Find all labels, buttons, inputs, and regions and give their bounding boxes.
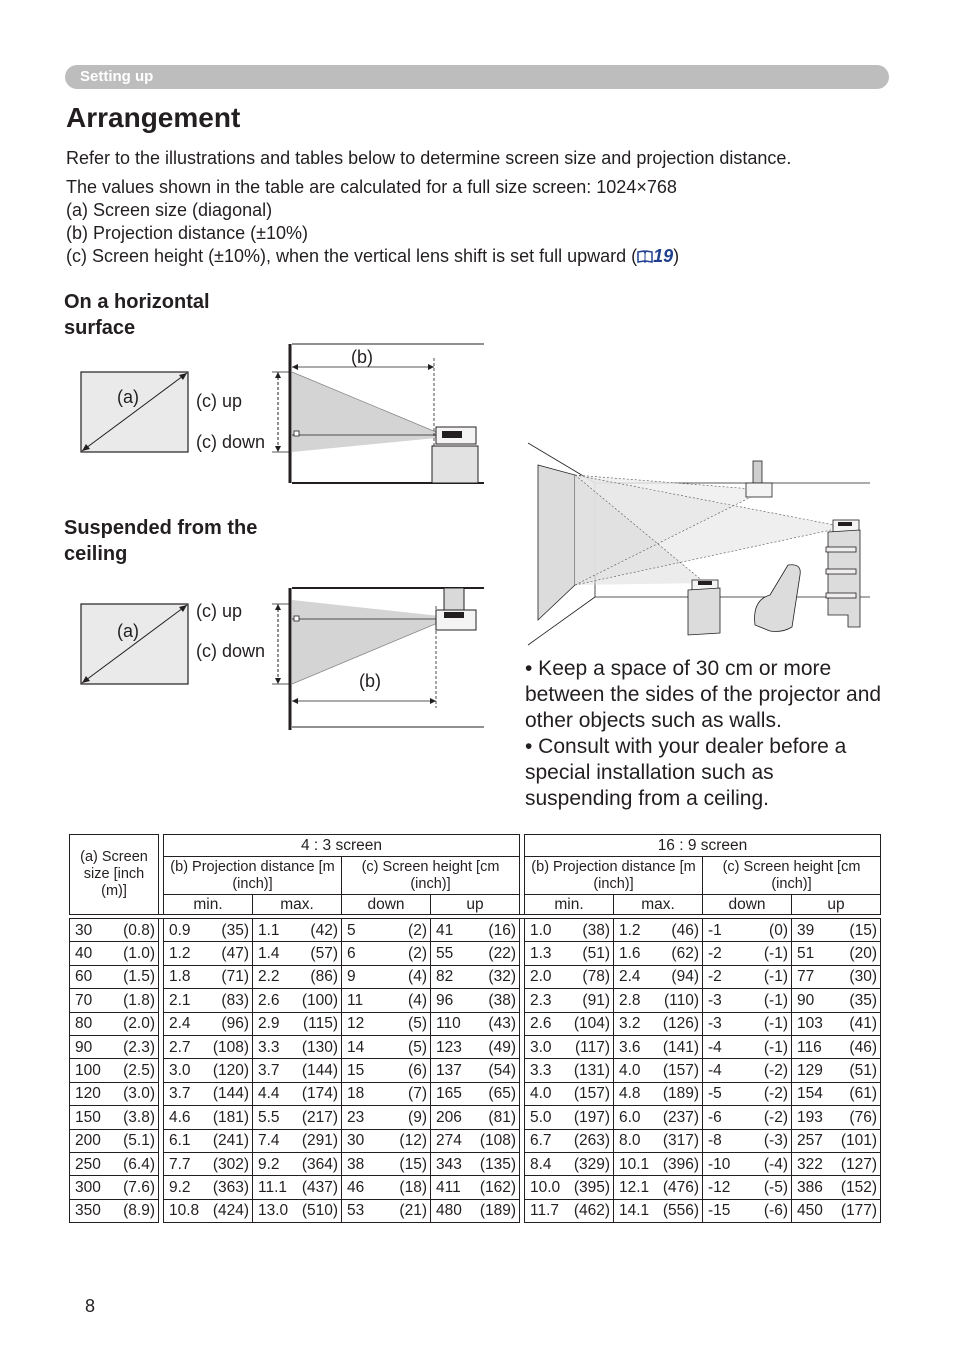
- screen-height-4-3: (c) Screen height [cm (inch)]: [342, 857, 520, 895]
- down-4-3: down: [342, 895, 431, 915]
- table-cell: 3.7 (144): [253, 1059, 342, 1082]
- table-row: [70, 1129, 881, 1152]
- table-cell: 7.4 (291): [253, 1129, 342, 1152]
- intro-line-2: The values shown in the table are calculated for a full size screen: 1024×768: [66, 177, 677, 197]
- table-cell: 6.0 (237): [614, 1106, 703, 1129]
- section-label: Setting up: [80, 68, 154, 85]
- ceiling-label-c-up: (c) up: [196, 601, 243, 621]
- table-cell: 41 (16): [431, 919, 520, 942]
- table-cell: 4.8 (189): [614, 1082, 703, 1105]
- table-cell: 60 (1.5): [70, 965, 159, 988]
- table-cell: 10.0 (395): [525, 1176, 614, 1199]
- table-cell: 300 (7.6): [70, 1176, 159, 1199]
- horizontal-label-c-down: (c) down: [196, 432, 266, 452]
- intro-line-4: (b) Projection distance (±10%): [66, 223, 308, 243]
- table-cell: 200 (5.1): [70, 1129, 159, 1152]
- table-cell: 129 (51): [792, 1059, 881, 1082]
- table-cell: 53 (21): [342, 1199, 431, 1222]
- table-cell: -2 (-1): [703, 942, 792, 965]
- intro-line-5: (c) Screen height (±10%), when the vertical lens shift is set full upward ( 19): [66, 246, 680, 266]
- col-screen-size: (a) Screen size [inch (m)]: [70, 835, 159, 915]
- proj-dist-4-3: (b) Projection distance [m (inch)]: [164, 857, 342, 895]
- table-cell: 51 (20): [792, 942, 881, 965]
- table-cell: 2.0 (78): [525, 965, 614, 988]
- table-cell: 123 (49): [431, 1035, 520, 1058]
- table-cell: 3.0 (117): [525, 1035, 614, 1058]
- table-cell: 206 (81): [431, 1106, 520, 1129]
- table-cell: 11.7 (462): [525, 1199, 614, 1222]
- table-row: [70, 1106, 881, 1129]
- group-16-9: 16 : 9 screen: [525, 835, 881, 857]
- ceiling-label-a: (a): [117, 621, 139, 641]
- table-cell: 10.8 (424): [164, 1199, 253, 1222]
- table-cell: 40 (1.0): [70, 942, 159, 965]
- note-spacing: • Keep a space of 30 cm or more between the sides of the projector and other objects such as walls.: [525, 657, 882, 732]
- table-cell: 11.1 (437): [253, 1176, 342, 1199]
- table-cell: 165 (65): [431, 1082, 520, 1105]
- table-cell: 103 (41): [792, 1012, 881, 1035]
- down-16-9: down: [703, 895, 792, 915]
- horizontal-heading: On a horizontal surface: [64, 291, 210, 339]
- table-cell: 38 (15): [342, 1152, 431, 1175]
- table-row: [70, 919, 881, 942]
- table-cell: -3 (-1): [703, 989, 792, 1012]
- table-cell: 9.2 (364): [253, 1152, 342, 1175]
- table-cell: 39 (15): [792, 919, 881, 942]
- table-cell: 8.0 (317): [614, 1129, 703, 1152]
- table-cell: 90 (2.3): [70, 1035, 159, 1058]
- table-cell: 8.4 (329): [525, 1152, 614, 1175]
- table-cell: 2.8 (110): [614, 989, 703, 1012]
- table-cell: 3.0 (120): [164, 1059, 253, 1082]
- table-cell: 154 (61): [792, 1082, 881, 1105]
- table-cell: 55 (22): [431, 942, 520, 965]
- table-cell: 96 (38): [431, 989, 520, 1012]
- horizontal-diagram: [80, 340, 490, 490]
- ceiling-heading: Suspended from the ceiling: [64, 517, 258, 565]
- table-cell: -2 (-1): [703, 965, 792, 988]
- table-cell: -10 (-4): [703, 1152, 792, 1175]
- ceiling-label-c-down: (c) down: [196, 641, 266, 661]
- table-cell: 1.1 (42): [253, 919, 342, 942]
- table-cell: 4.0 (157): [525, 1082, 614, 1105]
- table-row: [70, 1152, 881, 1175]
- min-4-3: min.: [164, 895, 253, 915]
- table-cell: -3 (-1): [703, 1012, 792, 1035]
- table-cell: 23 (9): [342, 1106, 431, 1129]
- table-cell: 2.7 (108): [164, 1035, 253, 1058]
- table-cell: 2.6 (100): [253, 989, 342, 1012]
- ceiling-label-b: (b): [359, 671, 381, 691]
- notes: [525, 656, 885, 812]
- table-row: [70, 1082, 881, 1105]
- table-cell: 2.2 (86): [253, 965, 342, 988]
- table-cell: 1.2 (46): [614, 919, 703, 942]
- up-16-9: up: [792, 895, 881, 915]
- table-cell: 6.1 (241): [164, 1129, 253, 1152]
- up-4-3: up: [431, 895, 520, 915]
- table-cell: 110 (43): [431, 1012, 520, 1035]
- proj-dist-16-9: (b) Projection distance [m (inch)]: [525, 857, 703, 895]
- table-cell: 12.1 (476): [614, 1176, 703, 1199]
- table-cell: 116 (46): [792, 1035, 881, 1058]
- screen-height-16-9: (c) Screen height [cm (inch)]: [703, 857, 881, 895]
- table-cell: 2.3 (91): [525, 989, 614, 1012]
- table-cell: -4 (-1): [703, 1035, 792, 1058]
- table-cell: 5.5 (217): [253, 1106, 342, 1129]
- table-cell: 411 (162): [431, 1176, 520, 1199]
- table-row: [70, 1059, 881, 1082]
- table-cell: 5.0 (197): [525, 1106, 614, 1129]
- table-cell: 0.9 (35): [164, 919, 253, 942]
- table-cell: 5 (2): [342, 919, 431, 942]
- table-cell: 1.6 (62): [614, 942, 703, 965]
- table-cell: 3.6 (141): [614, 1035, 703, 1058]
- table-cell: 30 (12): [342, 1129, 431, 1152]
- table-cell: 13.0 (510): [253, 1199, 342, 1222]
- table-cell: 100 (2.5): [70, 1059, 159, 1082]
- table-row: [70, 989, 881, 1012]
- page-reference-link[interactable]: 19: [637, 246, 673, 267]
- horizontal-label-b: (b): [351, 347, 373, 367]
- table-row: [70, 1176, 881, 1199]
- table-cell: 2.1 (83): [164, 989, 253, 1012]
- table-row: [70, 942, 881, 965]
- table-cell: 3.7 (144): [164, 1082, 253, 1105]
- table-cell: -6 (-2): [703, 1106, 792, 1129]
- max-4-3: max.: [253, 895, 342, 915]
- table-cell: 6 (2): [342, 942, 431, 965]
- table-cell: 3.3 (130): [253, 1035, 342, 1058]
- page-title: Arrangement: [66, 102, 241, 133]
- projection-distance-table: [69, 834, 881, 1223]
- table-cell: 14.1 (556): [614, 1199, 703, 1222]
- table-cell: 1.3 (51): [525, 942, 614, 965]
- table-cell: 80 (2.0): [70, 1012, 159, 1035]
- table-cell: 2.4 (94): [614, 965, 703, 988]
- intro-line-5-text: (c) Screen height (±10%), when the vertical lens shift is set full upward (: [66, 246, 638, 266]
- table-cell: 2.4 (96): [164, 1012, 253, 1035]
- table-cell: 193 (76): [792, 1106, 881, 1129]
- table-cell: 257 (101): [792, 1129, 881, 1152]
- table-cell: 2.6 (104): [525, 1012, 614, 1035]
- table-cell: 4.6 (181): [164, 1106, 253, 1129]
- table-cell: 12 (5): [342, 1012, 431, 1035]
- table-cell: 137 (54): [431, 1059, 520, 1082]
- table-cell: 120 (3.0): [70, 1082, 159, 1105]
- group-4-3: 4 : 3 screen: [164, 835, 520, 857]
- table-cell: -5 (-2): [703, 1082, 792, 1105]
- table-cell: -15 (-6): [703, 1199, 792, 1222]
- table-cell: 343 (135): [431, 1152, 520, 1175]
- table-row: [70, 1199, 881, 1222]
- table-cell: 322 (127): [792, 1152, 881, 1175]
- table-cell: 9 (4): [342, 965, 431, 988]
- table-cell: 274 (108): [431, 1129, 520, 1152]
- table-cell: 6.7 (263): [525, 1129, 614, 1152]
- intro-line-3: (a) Screen size (diagonal): [66, 200, 273, 220]
- table-cell: 14 (5): [342, 1035, 431, 1058]
- table-cell: 11 (4): [342, 989, 431, 1012]
- table-cell: 46 (18): [342, 1176, 431, 1199]
- table-cell: 70 (1.8): [70, 989, 159, 1012]
- table-cell: 480 (189): [431, 1199, 520, 1222]
- table-cell: 10.1 (396): [614, 1152, 703, 1175]
- min-16-9: min.: [525, 895, 614, 915]
- table-cell: 4.0 (157): [614, 1059, 703, 1082]
- table-row: [70, 1035, 881, 1058]
- table-cell: 30 (0.8): [70, 919, 159, 942]
- intro-line-1: Refer to the illustrations and tables below to determine screen size and projection distance.: [66, 148, 792, 168]
- table-cell: -4 (-2): [703, 1059, 792, 1082]
- table-row: [70, 1012, 881, 1035]
- note-dealer: • Consult with your dealer before a special installation such as suspending from a ceiling.: [525, 735, 847, 810]
- book-icon: [637, 250, 653, 263]
- table-cell: -1 (0): [703, 919, 792, 942]
- table-cell: 386 (152): [792, 1176, 881, 1199]
- table-cell: 3.2 (126): [614, 1012, 703, 1035]
- table-cell: 77 (30): [792, 965, 881, 988]
- table-cell: 250 (6.4): [70, 1152, 159, 1175]
- horizontal-label-c-up: (c) up: [196, 391, 243, 411]
- table-cell: 1.8 (71): [164, 965, 253, 988]
- table-cell: 150 (3.8): [70, 1106, 159, 1129]
- table-cell: -8 (-3): [703, 1129, 792, 1152]
- table-cell: 350 (8.9): [70, 1199, 159, 1222]
- table-cell: 1.4 (57): [253, 942, 342, 965]
- table-cell: 2.9 (115): [253, 1012, 342, 1035]
- section-bar: [65, 65, 889, 89]
- table-row: [70, 965, 881, 988]
- table-cell: 3.3 (131): [525, 1059, 614, 1082]
- page-number: 8: [85, 1296, 96, 1316]
- table-cell: 450 (177): [792, 1199, 881, 1222]
- table-cell: 82 (32): [431, 965, 520, 988]
- max-16-9: max.: [614, 895, 703, 915]
- ceiling-diagram: [80, 584, 490, 734]
- table-cell: 4.4 (174): [253, 1082, 342, 1105]
- table-cell: 18 (7): [342, 1082, 431, 1105]
- table-cell: 7.7 (302): [164, 1152, 253, 1175]
- table-cell: 15 (6): [342, 1059, 431, 1082]
- table-cell: -12 (-5): [703, 1176, 792, 1199]
- table-cell: 1.0 (38): [525, 919, 614, 942]
- table-cell: 90 (35): [792, 989, 881, 1012]
- horizontal-label-a: (a): [117, 387, 139, 407]
- room-illustration: [520, 435, 872, 650]
- table-cell: 9.2 (363): [164, 1176, 253, 1199]
- table-cell: 1.2 (47): [164, 942, 253, 965]
